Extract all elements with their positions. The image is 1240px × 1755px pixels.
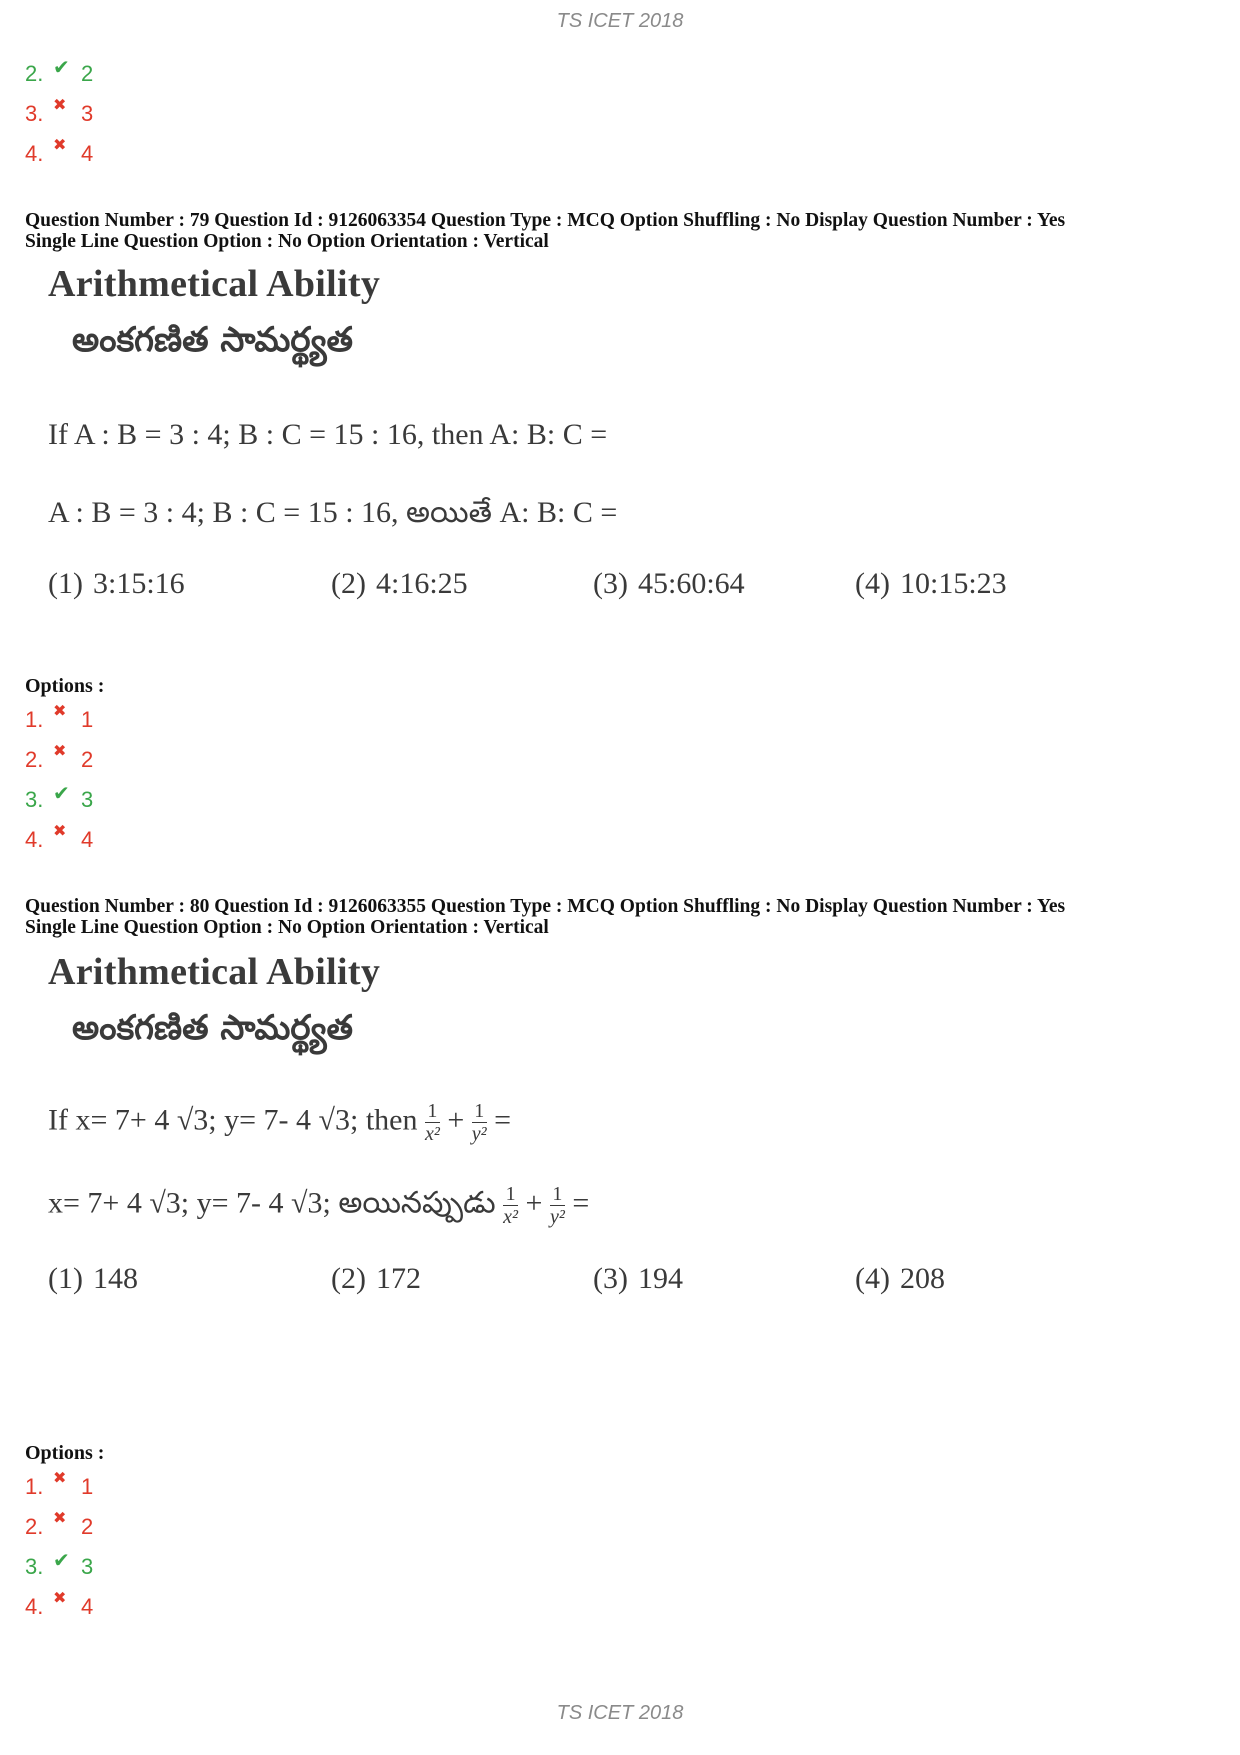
- choice: (1) 148: [48, 1262, 138, 1295]
- cross-icon: ✖: [53, 743, 67, 760]
- cross-icon: ✖: [53, 1510, 67, 1527]
- prev-options-list: [25, 54, 93, 174]
- cross-icon: ✖: [53, 137, 67, 154]
- question-meta: Question Number : 80 Question Id : 9126063355 Question Type : MCQ Option Shuffling : No Display Question Number : Yes Single Line Question Option : No Option Orientation : Vertical: [25, 896, 1066, 938]
- option-item: 4. ✖ 4: [25, 1587, 93, 1627]
- options-list: [25, 1467, 93, 1627]
- subject-title: Arithmetical Ability: [48, 263, 381, 305]
- choice: (2) 4:16:25: [331, 567, 468, 600]
- question-text: If x= 7+ 4 √3; y= 7- 4 √3; then $\frac{1}{\text{x²}}$ + $\frac{1}{\text{y²}}$ =: [48, 1100, 512, 1145]
- question-meta: Question Number : 79 Question Id : 9126063354 Question Type : MCQ Option Shuffling : No Display Question Number : Yes Single Line Question Option : No Option Orientation : Vertical: [25, 210, 1066, 252]
- options-list: [25, 700, 93, 860]
- option-item: 4. ✖ 4: [25, 134, 93, 174]
- options-heading: Options :: [25, 675, 105, 697]
- question-text-telugu: x= 7+ 4 √3; y= 7- 4 √3; అయినప్పుడు $\frac{1}{\text{x²}}$ + $\frac{1}{\text{y²}}$ =: [48, 1183, 590, 1228]
- fraction: $\frac{1}{\text{y²}}$: [549, 1183, 565, 1228]
- choice: (1) 3:15:16: [48, 567, 185, 600]
- fraction: $\frac{1}{\text{x²}}$: [424, 1100, 440, 1145]
- page-header: TS ICET 2018: [556, 10, 684, 32]
- option-item: 3. ✔ 3: [25, 780, 93, 820]
- check-icon: ✔: [53, 1550, 70, 1572]
- question-body: [48, 950, 945, 1296]
- check-icon: ✔: [53, 783, 70, 805]
- options-heading: Options :: [25, 1442, 105, 1464]
- option-item: 1. ✖ 1: [25, 1467, 93, 1507]
- option-item: 2. ✖ 2: [25, 1507, 93, 1547]
- fraction: $\frac{1}{\text{y²}}$: [471, 1100, 487, 1145]
- option-item: 1. ✖ 1: [25, 700, 93, 740]
- question-text: If A : B = 3 : 4; B : C = 15 : 16, then A: B: C =: [48, 418, 608, 451]
- subject-title-telugu: అంకగణిత సామర్థ్యత: [72, 1008, 353, 1048]
- choice: (2) 172: [331, 1262, 421, 1295]
- question-text-telugu: A : B = 3 : 4; B : C = 15 : 16, అయితే A: B: C =: [48, 496, 618, 529]
- fraction: $\frac{1}{\text{x²}}$: [503, 1183, 519, 1228]
- cross-icon: ✖: [53, 1470, 67, 1487]
- option-item: 3. ✖ 3: [25, 94, 93, 134]
- choice: (4) 10:15:23: [855, 567, 1007, 600]
- cross-icon: ✖: [53, 823, 67, 840]
- option-item: 3. ✔ 3: [25, 1547, 93, 1587]
- choice: (4) 208: [855, 1262, 945, 1295]
- choice: (3) 194: [593, 1262, 683, 1295]
- option-item: 2. ✖ 2: [25, 740, 93, 780]
- check-icon: ✔: [53, 57, 70, 79]
- option-item: 2. ✔ 2: [25, 54, 93, 94]
- answer-choices: [48, 1262, 945, 1296]
- option-item: 4. ✖ 4: [25, 820, 93, 860]
- cross-icon: ✖: [53, 703, 67, 720]
- cross-icon: ✖: [53, 97, 67, 114]
- subject-title-telugu: అంకగణిత సామర్థ్యత: [72, 320, 353, 360]
- question-body: [48, 262, 1007, 601]
- cross-icon: ✖: [53, 1590, 67, 1607]
- page-footer: TS ICET 2018: [556, 1702, 684, 1724]
- choice: (3) 45:60:64: [593, 567, 745, 600]
- subject-title: Arithmetical Ability: [48, 951, 381, 993]
- answer-choices: [48, 567, 1007, 601]
